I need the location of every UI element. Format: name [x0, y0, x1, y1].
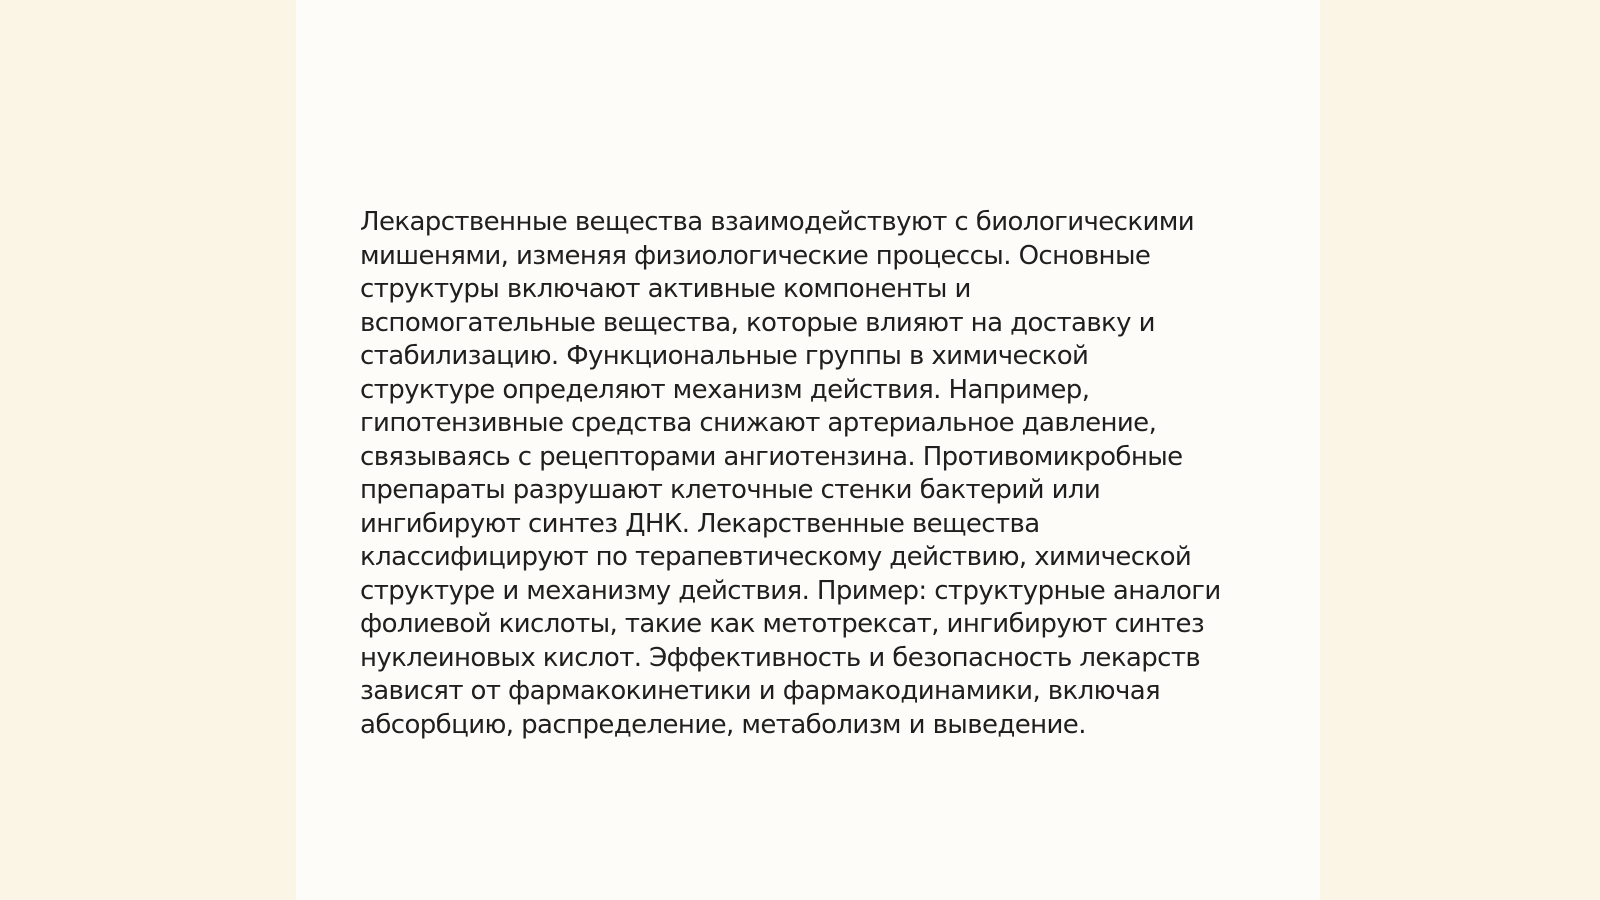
text-line: вспомогательные вещества, которые влияют на доставку и: [360, 307, 1155, 338]
text-line: классифицируют по терапевтическому действию, химической: [360, 542, 1192, 572]
text-line: фолиевой кислоты, такие как метотрексат, ингибируют синтез: [360, 609, 1205, 639]
text-line: ингибируют синтез ДНК. Лекарственные вещества: [360, 508, 1040, 539]
text-line: гипотензивные средства снижают артериальное давление,: [360, 408, 1157, 438]
text-line: стабилизацию. Функциональные группы в химической: [360, 341, 1089, 371]
text-line: Лекарственные вещества взаимодействуют с биологическими: [360, 207, 1195, 237]
text-line: абсорбцию, распределение, метаболизм и выведение.: [360, 709, 1086, 740]
text-line: структуры включают активные компоненты и: [360, 274, 971, 304]
text-line: зависят от фармакокинетики и фармакодинамики, включая: [360, 676, 1161, 706]
slide-body-text: [360, 206, 1260, 742]
text-line: структуре и механизму действия. Пример: структурные аналоги: [360, 575, 1221, 606]
text-line: нуклеиновых кислот. Эффективность и безопасность лекарств: [360, 642, 1201, 673]
text-line: связываясь с рецепторами ангиотензина. Противомикробные: [360, 441, 1183, 472]
slide-canvas: [296, 0, 1320, 900]
text-line: структуре определяют механизм действия. Например,: [360, 374, 1090, 405]
text-line: препараты разрушают клеточные стенки бактерий или: [360, 475, 1101, 505]
left-margin-panel: [0, 0, 296, 900]
text-line: мишенями, изменяя физиологические процессы. Основные: [360, 240, 1151, 271]
right-margin-panel: [1320, 0, 1600, 900]
